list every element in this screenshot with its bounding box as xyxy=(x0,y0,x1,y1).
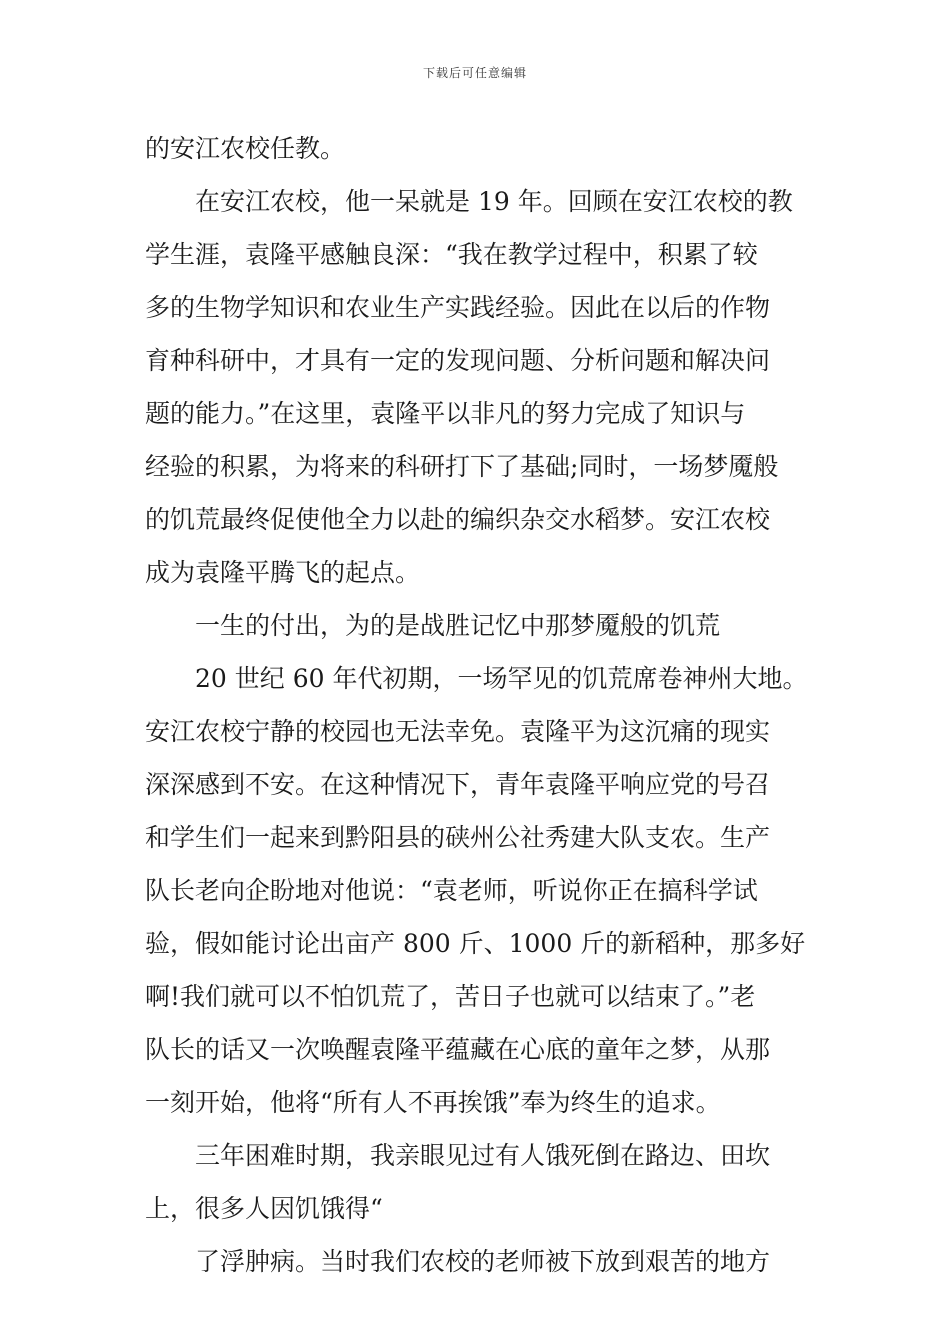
text-line: 队长的话又一次唤醒袁隆平蕴藏在心底的童年之梦，从那 xyxy=(145,1035,771,1064)
page-header: 下载后可任意编辑 xyxy=(422,66,527,80)
section-subheading: 一生的付出，为的是战胜记忆中那梦魇般的饥荒 xyxy=(195,611,721,640)
text-line: 啊!我们就可以不怕饥荒了，苦日子也就可以结束了。”老 xyxy=(145,982,756,1011)
text-line: 深深感到不安。在这种情况下，青年袁隆平响应党的号召 xyxy=(145,770,771,799)
text-line: 成为袁隆平腾飞的起点。 xyxy=(145,558,421,587)
document-body xyxy=(145,122,807,1288)
text-line: 题的能力。”在这里，袁隆平以非凡的努力完成了知识与 xyxy=(145,399,746,428)
text-line: 20 世纪 60 年代初期，一场罕见的饥荒席卷神州大地。 xyxy=(195,664,807,693)
text-line: 和学生们一起来到黔阳县的硖州公社秀建大队支农。生产 xyxy=(145,823,771,852)
text-line: 三年困难时期，我亲眼见过有人饿死倒在路边、田坎 xyxy=(195,1141,771,1170)
text-line: 验，假如能讨论出亩产 800 斤、1000 斤的新稻种，那多好 xyxy=(145,929,806,958)
text-line: 队长老向企盼地对他说：“袁老师，听说你正在搞科学试 xyxy=(145,876,758,905)
text-line: 育种科研中，才具有一定的发现问题、分析问题和解决问 xyxy=(145,346,771,375)
text-line: 了浮肿病。当时我们农校的老师被下放到艰苦的地方 xyxy=(195,1247,771,1276)
text-line: 在安江农校，他一呆就是 19 年。回顾在安江农校的教 xyxy=(195,187,793,216)
text-line: 学生涯，袁隆平感触良深：“我在教学过程中，积累了较 xyxy=(145,240,758,269)
text-line: 安江农校宁静的校园也无法幸免。袁隆平为这沉痛的现实 xyxy=(145,717,771,746)
text-line: 一刻开始，他将“所有人不再挨饿”奉为终生的追求。 xyxy=(145,1088,721,1117)
text-line: 的饥荒最终促使他全力以赴的编织杂交水稻梦。安江农校 xyxy=(145,505,771,534)
text-line: 的安江农校任教。 xyxy=(145,134,346,163)
text-line: 上，很多人因饥饿得“ xyxy=(145,1194,383,1223)
text-line: 多的生物学知识和农业生产实践经验。因此在以后的作物 xyxy=(145,293,771,322)
text-line: 经验的积累，为将来的科研打下了基础;同时，一场梦魇般 xyxy=(145,452,779,481)
